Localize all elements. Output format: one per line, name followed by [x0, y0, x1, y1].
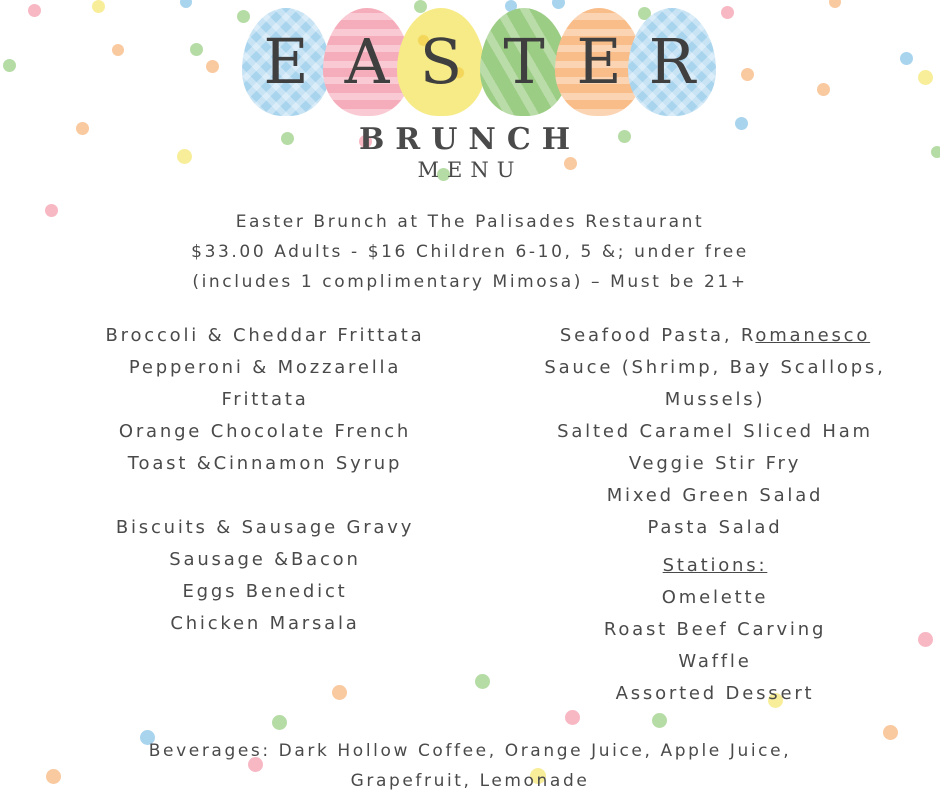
confetti-dot [900, 52, 913, 65]
menu-item: Pepperoni & Mozzarella [128, 357, 402, 378]
stations-heading: Stations: [662, 555, 768, 576]
menu-item: Toast &Cinnamon Syrup [127, 453, 403, 474]
menu-item: Biscuits & Sausage Gravy [115, 517, 415, 538]
confetti-dot [918, 632, 933, 647]
menu-item: Mixed Green Salad [606, 485, 824, 506]
menu-item: Salted Caramel Sliced Ham [557, 421, 873, 442]
confetti-dot [272, 715, 287, 730]
menu-subtitle: MENU [417, 158, 523, 182]
egg-letter: S [397, 8, 485, 116]
menu-item: Sauce (Shrimp, Bay Scallops, [544, 357, 886, 378]
confetti-dot [475, 674, 490, 689]
egg-letter: R [628, 8, 716, 116]
confetti-dot [28, 4, 41, 17]
confetti-dot [565, 710, 580, 725]
menu-item: Sausage &Bacon [169, 549, 361, 570]
confetti-dot [829, 0, 841, 8]
station-item: Roast Beef Carving [603, 619, 827, 640]
confetti-dot [918, 70, 933, 85]
intro-block [0, 207, 940, 297]
right-menu-column [520, 320, 910, 710]
confetti-dot [721, 6, 734, 19]
egg-letter: E [242, 8, 330, 116]
easter-egg-title [240, 8, 720, 128]
menu-item: Eggs Benedict [182, 581, 348, 602]
confetti-dot [3, 59, 16, 72]
confetti-dot [817, 83, 830, 96]
station-item: Assorted Dessert [615, 683, 815, 704]
egg-letter: T [480, 8, 568, 116]
confetti-dot [652, 713, 667, 728]
beverages-line: Beverages: Dark Hollow Coffee, Orange Juice, Apple Juice, [148, 741, 792, 761]
menu-item: Orange Chocolate French [118, 421, 412, 442]
seafood-underlined-text: omanesco [755, 325, 871, 346]
confetti-dot [332, 685, 347, 700]
intro-mimosa-note: (includes 1 complimentary Mimosa) – Must be 21+ [192, 272, 748, 292]
confetti-dot [112, 44, 124, 56]
menu-item: Veggie Stir Fry [628, 453, 802, 474]
left-menu-column [80, 320, 450, 640]
confetti-dot [206, 60, 219, 73]
menu-item: Chicken Marsala [170, 613, 360, 634]
menu-item: Mussels) [664, 389, 766, 410]
menu-item: Frittata [221, 389, 309, 410]
menu-item: Pasta Salad [647, 517, 783, 538]
beverages-block [0, 736, 940, 796]
confetti-dot [180, 0, 192, 8]
egg-letter: A [323, 8, 411, 116]
station-item: Omelette [661, 587, 769, 608]
menu-item: Broccoli & Cheddar Frittata [105, 325, 425, 346]
confetti-dot [190, 43, 203, 56]
confetti-dot [92, 0, 105, 13]
egg-letter: E [555, 8, 643, 116]
brunch-subtitle: BRUNCH [358, 122, 582, 157]
intro-venue: Easter Brunch at The Palisades Restaurant [235, 212, 705, 232]
menu-item-seafood [520, 320, 910, 352]
station-item: Waffle [678, 651, 752, 672]
confetti-dot [741, 68, 754, 81]
beverages-line: Grapefruit, Lemonade [350, 771, 590, 791]
intro-prices: $33.00 Adults - $16 Children 6-10, 5 &; under free [191, 242, 749, 262]
seafood-text: Seafood Pasta, R [559, 325, 756, 346]
spacer [80, 480, 450, 512]
